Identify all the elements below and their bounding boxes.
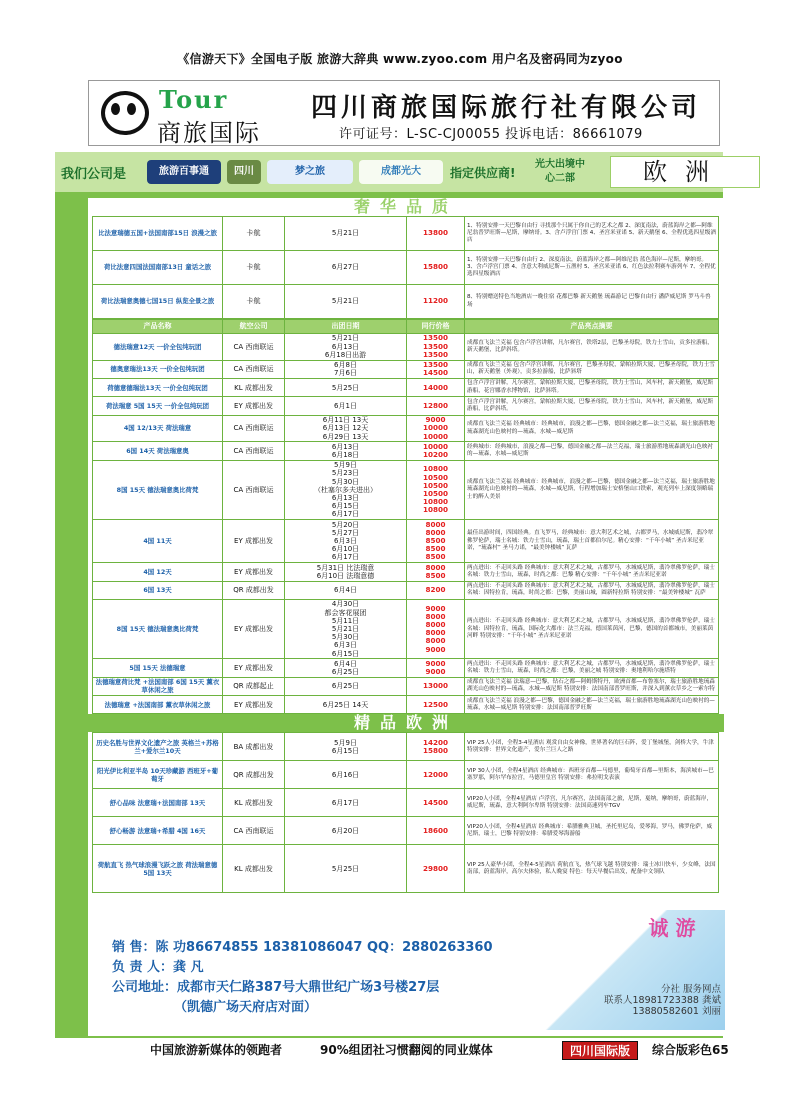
company-name: 四川商旅国际旅行社有限公司 <box>311 93 702 123</box>
product-highlights: 两点进出：不走回头路 经典城市：意大利艺术之城，古都罗马，水城威尼斯，翡冷翠佛罗伦萨，瑞士名城：铁力士雪山，琉森，时尚之都：巴黎 精心安排：“千年小城” 圣吉米尼亚诺 <box>465 563 719 581</box>
date-line: 6月29日 13天 <box>322 432 369 441</box>
table-row <box>93 659 719 677</box>
date-line: 5月21日 <box>331 334 360 343</box>
price-line: 10000 <box>422 441 448 451</box>
date-line: 6月17日 <box>331 510 360 519</box>
price-line: 13500 <box>422 341 448 351</box>
price-line: 15800 <box>422 745 448 755</box>
departure-dates <box>285 677 407 695</box>
product-name: 历史名胜与世界文化遗产之旅 英格兰+苏格兰+爱尔兰10天 <box>93 733 223 761</box>
table-row <box>93 696 719 714</box>
product-name: 法德瑞意 +法国南部 薰衣草休闲之旅 <box>93 696 223 714</box>
table-row <box>93 415 719 442</box>
date-line: 6月13日 12天 <box>322 424 369 433</box>
price-line: 9000 <box>425 415 446 425</box>
departure-dates <box>285 696 407 714</box>
date-line: 6月13日 <box>331 342 360 351</box>
date-line: 5月23日 <box>331 469 360 478</box>
premium-row <box>93 789 719 817</box>
product-name: 荷法瑞意 5国 15天 一价全包纯玩团 <box>93 397 223 415</box>
agency-line: 分社 服务网点 <box>660 984 721 995</box>
price-line: 9000 <box>425 658 446 668</box>
product-highlights: VIP 30人小团，全程4星酒店 经典城市：西班牙首都—马德里，葡萄牙首都—里斯本，海滨城市—巴塞罗那，阿尔罕布拉宫，马德里皇宫 特别安排：弗拉明戈表演 <box>465 761 719 789</box>
price-line: 10500 <box>422 480 448 490</box>
product-highlights: VIP20人小团，全程4星酒店 经典城市：希腊雅典卫城，圣托里尼岛，爱琴海，罗马，佛罗伦萨，威尼斯，瑞士，巴黎 特别安排：希腊爱琴海游船 <box>465 817 719 845</box>
date-line: 6月13日 <box>331 494 360 503</box>
price: 15800 <box>407 251 465 285</box>
product-name: 8国 15天 德法瑞意奥比荷梵 <box>93 460 223 519</box>
departure-dates <box>285 415 407 442</box>
product-highlights: VIP 25人豪华小团，全程4-5星酒店 荷航直飞，热气球飞越 特别安排：瑞士冰川快车，少女峰，法国南部，蔚蓝海岸，高尔夫体验，私人晚宴 特色：每天早餐后出发，配备中文领队 <box>465 845 719 893</box>
airline: CA 西南联运 <box>223 360 285 378</box>
product-name: 阳光伊比利亚半岛 10天珍藏游 西班牙+葡萄牙 <box>93 761 223 789</box>
price-line: 13500 <box>422 333 448 343</box>
date-line: 6月17日 <box>331 798 360 807</box>
product-highlights: 两点进出：不走回头路 经典城市：意大利艺术之城，古都罗马，水城威尼斯，翡冷翠佛罗伦萨，瑞士名城：因特拉肯，琉森，时尚之都：巴黎，美丽山城，圆新特拉斯 特别安排：“最美钟楼城” 瓦萨 <box>465 581 719 599</box>
table-row <box>93 397 719 415</box>
date-line: 6月4日 <box>334 659 357 668</box>
product-highlights: 1、特别安排一天巴黎自由行 2、深度南法，蔚蓝海岸之都—阿维尼翁 蓝色海岸—尼斯，摩纳哥。3、含卢浮宫门票 4、含意大利威尼斯—五渔村 5、圣宫米亚诺 6、红色法拉利赛车游列车 7、全程优选四星级酒店 <box>465 251 719 285</box>
price-line: 14500 <box>422 368 448 378</box>
agency-line: 13880582601 刘丽 <box>632 1006 721 1017</box>
price-line: 8500 <box>425 570 446 580</box>
price: 11200 <box>407 285 465 319</box>
company-address: 公司地址：成都市天仁路387号大鼎世纪广场3号楼27层 <box>112 980 440 995</box>
departure-dates <box>285 378 407 396</box>
price-line: 10000 <box>422 431 448 441</box>
product-highlights: 经典城市：经典城市，浪漫之都—巴黎，德国金融之都—法兰克福，瑞士旅游胜地琉森湖光山色映衬的—琉森，水城—威尼斯 <box>465 442 719 460</box>
price-line: 10500 <box>422 472 448 482</box>
partner-badge: 四川 <box>227 160 261 184</box>
date-line: 6月18日 <box>331 451 360 460</box>
price-line: 10800 <box>422 464 448 474</box>
date-line: 6月3日 <box>334 641 357 650</box>
airline: QR 成都出发 <box>223 761 285 789</box>
date-line: 6月10日 法瑞意德 <box>316 571 375 580</box>
price-line: 8500 <box>425 544 446 554</box>
product-highlights: 两点进出：不走回头路 经典城市：意大利艺术之城，古都罗马，水城威尼斯，翡冷翠佛罗伦萨，瑞士名城：因特拉肯，琉森，国际化大都市：法兰克福，德国莱茵河，巴黎，德国的首都城市，美丽莱茵河畔 特别安排：“千年小城” 圣吉米尼亚诺 <box>465 599 719 658</box>
price-line: 10800 <box>422 505 448 515</box>
departure-dates <box>285 460 407 519</box>
departure-dates <box>285 581 407 599</box>
price-line: 14000 <box>422 382 448 392</box>
partner-badge: 旅游百事通 <box>147 160 221 184</box>
airline: KL 成都出发 <box>223 845 285 893</box>
departure-date: 5月21日 <box>285 217 407 251</box>
price-line: 10000 <box>422 423 448 433</box>
table-row <box>93 442 719 460</box>
luxury-row <box>93 285 719 319</box>
region-title: 欧洲 <box>610 156 760 188</box>
luxury-row <box>93 217 719 251</box>
departure-dates <box>285 442 407 460</box>
premium-row <box>93 733 719 761</box>
date-line: 6月4日 <box>334 586 357 595</box>
product-highlights: 成都直飞法兰克福 包含卢浮宫讲解，凡尔赛宫，铁塔2层，巴黎圣母院，铁力士雪山，贡多拉游船，新天鹅堡，比萨斜塔。 <box>465 334 719 361</box>
departure-dates <box>285 334 407 361</box>
prices <box>407 845 465 893</box>
price-line: 8200 <box>425 585 446 595</box>
page-footer <box>0 1041 800 1061</box>
product-name: 舒心品味 法意瑞+法国南部 13天 <box>93 789 223 817</box>
luxury-section-title: 奢华品质 <box>88 198 724 216</box>
date-line: 5月20日 <box>331 520 360 529</box>
date-line: 6月25日 <box>331 682 360 691</box>
price-line: 8000 <box>425 619 446 629</box>
price-line: 9000 <box>425 667 446 676</box>
prices <box>407 761 465 789</box>
date-line: 6月15日 <box>331 502 360 511</box>
date-line: 6月1日 <box>334 401 357 410</box>
airline: CA 西南联运 <box>223 817 285 845</box>
company-address-note: （凯德广场天府店对面） <box>174 1000 318 1015</box>
departure-date: 6月27日 <box>285 251 407 285</box>
company-logo <box>101 85 301 147</box>
departure-date: 5月21日 <box>285 285 407 319</box>
price-line: 8000 <box>425 611 446 621</box>
partner-bar <box>55 152 727 192</box>
premium-row <box>93 845 719 893</box>
agency-card <box>545 910 725 1030</box>
price-line: 13000 <box>422 681 448 691</box>
date-line: 7月6日 <box>334 369 357 378</box>
date-line: 6月8日 <box>334 361 357 370</box>
license-info: 许可证号：L-SC-CJ00055 投诉电话：86661079 <box>339 127 643 142</box>
partner-label: 我们公司是 <box>61 167 127 182</box>
premium-row <box>93 761 719 789</box>
date-line: 5月9日 <box>334 461 357 470</box>
airline: BA 成都出发 <box>223 733 285 761</box>
prices <box>407 817 465 845</box>
date-line: 都会客花展团 <box>324 608 367 617</box>
edition-badge: 四川国际版 <box>562 1041 638 1060</box>
airline: EY 成都出发 <box>223 520 285 563</box>
supplier-text: 指定供应商! <box>450 166 516 180</box>
price-line: 14200 <box>422 737 448 747</box>
airline: EY 成都出发 <box>223 563 285 581</box>
product-highlights: 包含卢浮宫讲解，凡尔赛宫，蒙帕拉斯大厦，巴黎圣母院，铁力士雪山，风车村，新天鹅堡，威尼斯游船，花宫娜香水博物馆，比萨斜塔。 <box>465 378 719 396</box>
airline: KL 成都出发 <box>223 789 285 817</box>
airline: KL 成都出发 <box>223 378 285 396</box>
product-name: 荷比法意四国法国南部13日 童话之旅 <box>93 251 223 285</box>
product-name: 4国 12天 <box>93 563 223 581</box>
table-row <box>93 520 719 563</box>
date-line: 6月13日 <box>331 442 360 451</box>
date-line: （杜塞尔多夫进出） <box>314 485 377 494</box>
date-line: 6月11日 13天 <box>322 416 369 425</box>
manager-contact: 负 责 人：龚 凡 <box>112 960 204 975</box>
products-table <box>92 319 719 714</box>
price-line: 18600 <box>422 825 448 835</box>
footer-slogan: 中国旅游新媒体的领跑者 <box>150 1043 283 1057</box>
prices <box>407 677 465 695</box>
date-line: 6月25日 14天 <box>322 700 369 709</box>
product-highlights: 成都直飞法兰克福 包含卢浮宫讲解，凡尔赛宫，巴黎圣母院，蒙帕拉斯大厦，巴黎圣母院，铁力士雪山，新天鹅堡（外观），贡多拉游船，比萨斜塔 <box>465 360 719 378</box>
price-line: 8000 <box>425 636 446 646</box>
departure-dates <box>285 563 407 581</box>
product-highlights: 8、特别赠送特色当地酒店一晚住宿 花都巴黎 新天鹅堡 琉森游记 巴黎自由行 潘萨威尼斯 罗马斗兽场 <box>465 285 719 319</box>
airline: 卡航 <box>223 285 285 319</box>
product-name: 德奥意瑞法13天 一价全包纯玩团 <box>93 360 223 378</box>
product-name: 舒心畅游 法意瑞+希腊 4国 16天 <box>93 817 223 845</box>
airline: CA 西南联运 <box>223 334 285 361</box>
table-row <box>93 378 719 396</box>
prices <box>407 581 465 599</box>
price-line: 8000 <box>425 519 446 529</box>
column-header: 航空公司 <box>223 320 285 334</box>
date-line: 6月17日 <box>331 553 360 562</box>
price-line: 8000 <box>425 527 446 537</box>
product-name: 4国 11天 <box>93 520 223 563</box>
column-header: 产品名称 <box>93 320 223 334</box>
date-line: 5月25日 <box>331 383 360 392</box>
product-name: 6国 14天 荷法瑞意奥 <box>93 442 223 460</box>
product-name: 6国 13天 <box>93 581 223 599</box>
departure-dates <box>285 845 407 893</box>
date-line: 5月30日 <box>331 633 360 642</box>
date-line: 5月25日 <box>331 864 360 873</box>
top-banner: 《信游天下》全国电子版 旅游大辞典 www.zyoo.com 用户名及密码同为zyoo <box>177 52 623 66</box>
product-highlights: 最佳出游时间，四国经典。直飞罗马，经典城市：意大利艺术之城，古都罗马，水城威尼斯，翡冷翠佛罗伦萨，瑞士名城：铁力士雪山，琉森，瑞士首都伯尔尼。精心安排：“千年小城” 圣吉米尼亚诺，“琉森村” 圣马力诺，“最美钟楼城” 瓦萨 <box>465 520 719 563</box>
price-line: 12000 <box>422 769 448 779</box>
product-highlights: 两点进出：不走回头路 经典城市：意大利艺术之城，古都罗马，水城威尼斯，翡冷翠佛罗伦萨，瑞士名城：铁力士雪山，琉森，时尚之都：巴黎，美丽之城 特别安排：奥地利哈尔施塔特 <box>465 659 719 677</box>
price-line: 8500 <box>425 552 446 562</box>
date-line: 5月9日 <box>334 738 357 747</box>
price-line: 10200 <box>422 450 448 460</box>
product-name: 比法意瑞德五国+法国南部15日 浪漫之旅 <box>93 217 223 251</box>
airline: CA 西南联运 <box>223 415 285 442</box>
price-line: 8500 <box>425 536 446 546</box>
product-name: 德法瑞意12天 一价全包纯玩团 <box>93 334 223 361</box>
premium-section-title: 精品欧洲 <box>88 714 724 732</box>
premium-row <box>93 817 719 845</box>
price-line: 12800 <box>422 400 448 410</box>
table-row <box>93 360 719 378</box>
price-line: 13500 <box>422 349 448 359</box>
footer-tagline: 90%组团社习惯翻阅的同业媒体 <box>320 1043 493 1057</box>
departure-dates <box>285 761 407 789</box>
prices <box>407 378 465 396</box>
price-line: 29800 <box>422 863 448 873</box>
prices <box>407 442 465 460</box>
date-line: 6月15日 <box>331 746 360 755</box>
date-line: 5月27日 <box>331 528 360 537</box>
prices <box>407 397 465 415</box>
date-line: 6月16日 <box>331 770 360 779</box>
table-row <box>93 581 719 599</box>
prices <box>407 415 465 442</box>
price-line: 10500 <box>422 488 448 498</box>
product-highlights: VIP20人小团，全程4星酒店 卢浮宫，凡尔赛宫，法国南部之旅，尼斯，戛纳，摩纳哥，蔚蓝海岸，威尼斯，琉森，意大利阿尔卑斯 特别安排：法国高速列车TGV <box>465 789 719 817</box>
departure-dates <box>285 520 407 563</box>
departure-dates <box>285 659 407 677</box>
product-highlights: VIP 25人小团，全程3-4星酒店 观赏自由女神像，世界著名的巨石阵，爱丁堡城堡，剑桥大学，牛津 特别安排：世界文化遗产，爱尔兰巨人之路 <box>465 733 719 761</box>
date-line: 6月15日 <box>331 649 360 658</box>
price: 13800 <box>407 217 465 251</box>
premium-table <box>92 732 719 893</box>
agency-line: 联系人18981723388 龚斌 <box>603 995 721 1006</box>
airline: EY 成都出发 <box>223 397 285 415</box>
table-row <box>93 334 719 361</box>
departure-dates <box>285 733 407 761</box>
table-row <box>93 460 719 519</box>
departure-dates <box>285 397 407 415</box>
table-row <box>93 599 719 658</box>
prices <box>407 659 465 677</box>
product-name: 荷航直飞 热气球浪漫飞跃之旅 荷法瑞意德 5国 13天 <box>93 845 223 893</box>
departure-dates <box>285 789 407 817</box>
departure-dates <box>285 599 407 658</box>
product-highlights: 包含卢浮宫讲解，凡尔赛宫，蒙帕拉斯大厦，巴黎圣母院，铁力士雪山，风车村，新天鹅堡，威尼斯游船，比萨斜塔。 <box>465 397 719 415</box>
luxury-row <box>93 251 719 285</box>
date-line: 5月11日 <box>331 616 360 625</box>
column-header-row <box>93 320 719 334</box>
price-line: 13500 <box>422 360 448 370</box>
product-highlights: 成都直飞法兰克福 经典城市：经典城市，浪漫之都—巴黎，德国金融之都—法兰克福，瑞士旅游胜地琉森湖光山色映衬的—琉森，水城—威尼斯，行程增加瑞士安格堡山口铁索，观光列车上深度领略瑞士的醉人美景 <box>465 460 719 519</box>
product-name: 法德瑞意荷比梵 +法国南部 6国 15天 薰衣草休闲之旅 <box>93 677 223 695</box>
prices <box>407 599 465 658</box>
product-name: 荷比法瑞意奥德七国15日 纵览全景之旅 <box>93 285 223 319</box>
panda-logo-icon <box>101 91 149 135</box>
logo-english: Tour <box>159 85 229 114</box>
product-name: 8国 15天 德法瑞意奥比荷梵 <box>93 599 223 658</box>
company-header <box>88 80 720 146</box>
partner-badge: 梦之旅 <box>267 160 353 184</box>
price-line: 9000 <box>425 644 446 654</box>
airline: EY 成都出发 <box>223 696 285 714</box>
price-line: 10800 <box>422 497 448 507</box>
prices <box>407 360 465 378</box>
column-header: 同行价格 <box>407 320 465 334</box>
airline: CA 西南联运 <box>223 460 285 519</box>
date-line: 6月10日 <box>331 545 360 554</box>
departure-dates <box>285 360 407 378</box>
date-line: 6月18日出游 <box>324 350 367 359</box>
page-number: 综合版彩色65 <box>652 1043 729 1057</box>
price-line: 12500 <box>422 699 448 709</box>
departure-dates <box>285 817 407 845</box>
date-line: 5月30日 <box>331 477 360 486</box>
date-line: 5月31日 比法瑞意 <box>316 563 375 572</box>
airline: 卡航 <box>223 251 285 285</box>
logo-chinese: 商旅国际 <box>157 119 261 147</box>
airline: 卡航 <box>223 217 285 251</box>
product-name: 4国 12/13天 荷法瑞意 <box>93 415 223 442</box>
product-highlights: 成都直飞法兰克福 经典城市：经典城市，浪漫之都—巴黎，德国金融之都—法兰克福，瑞士旅游胜地琉森湖光山色映衬的—琉森，水城—威尼斯 <box>465 415 719 442</box>
date-line: 6月20日 <box>331 826 360 835</box>
price-line: 8000 <box>425 628 446 638</box>
price-line: 9000 <box>425 603 446 613</box>
date-line: 4月30日 <box>331 600 360 609</box>
column-header: 产品亮点摘要 <box>465 320 719 334</box>
price-line: 8000 <box>425 562 446 572</box>
airline: QR 成都起止 <box>223 677 285 695</box>
prices <box>407 789 465 817</box>
column-header: 出团日期 <box>285 320 407 334</box>
product-name: 5国 15天 法德瑞意 <box>93 659 223 677</box>
date-line: 5月21日 <box>331 625 360 634</box>
luxury-table <box>92 216 719 319</box>
product-name: 荷德意德瑞法13天 一价全包纯玩团 <box>93 378 223 396</box>
date-line: 6月3日 <box>334 537 357 546</box>
product-highlights: 成都直飞法兰克福 浪漫之都—巴黎，德国金融之都—法兰克福，瑞士旅游胜地琉森湖光山色映衬的—琉森，水城—威尼斯 特别安排：法国南部普罗旺斯 <box>465 696 719 714</box>
airline: CA 西南联运 <box>223 442 285 460</box>
partner-badge: 成都光大 <box>359 160 443 184</box>
agency-info <box>561 984 721 1017</box>
airline: EY 成都出发 <box>223 599 285 658</box>
branch-label: 光大出境中心二部 <box>535 159 585 184</box>
prices <box>407 563 465 581</box>
airline: QR 成都出发 <box>223 581 285 599</box>
prices <box>407 520 465 563</box>
product-highlights: 1、特别安排一天巴黎自由行 寻找那个只属于你自己的艺术之都 2、深度南法，蔚蓝海岸之都—阿维尼翁普罗旺斯—尼斯，摩纳哥。3、含卢浮宫门票 4、圣宫米亚诺 5、新天鹅堡 6、全程优选四星级酒店 <box>465 217 719 251</box>
table-row <box>93 563 719 581</box>
prices <box>407 334 465 361</box>
sales-contact: 销 售：陈 功86674855 18381086047 QQ：2880263360 <box>112 940 493 955</box>
agency-logo: 诚 游 <box>648 916 696 940</box>
table-row <box>93 677 719 695</box>
product-highlights: 成都直飞法兰克福 法瑞意—巴黎，钻石之都—阿姆斯特丹，欧洲首都—布鲁塞尔，瑞士旅游胜地琉森湖光山色映衬的—琉森，水城—威尼斯 特别安排：法国南部普罗旺斯，并深入到薰衣草乡之一索尔特 <box>465 677 719 695</box>
prices <box>407 733 465 761</box>
price-line: 14500 <box>422 797 448 807</box>
contact-block <box>112 938 592 1018</box>
date-line: 6月25日 <box>331 668 360 676</box>
airline: EY 成都出发 <box>223 659 285 677</box>
prices <box>407 696 465 714</box>
prices <box>407 460 465 519</box>
